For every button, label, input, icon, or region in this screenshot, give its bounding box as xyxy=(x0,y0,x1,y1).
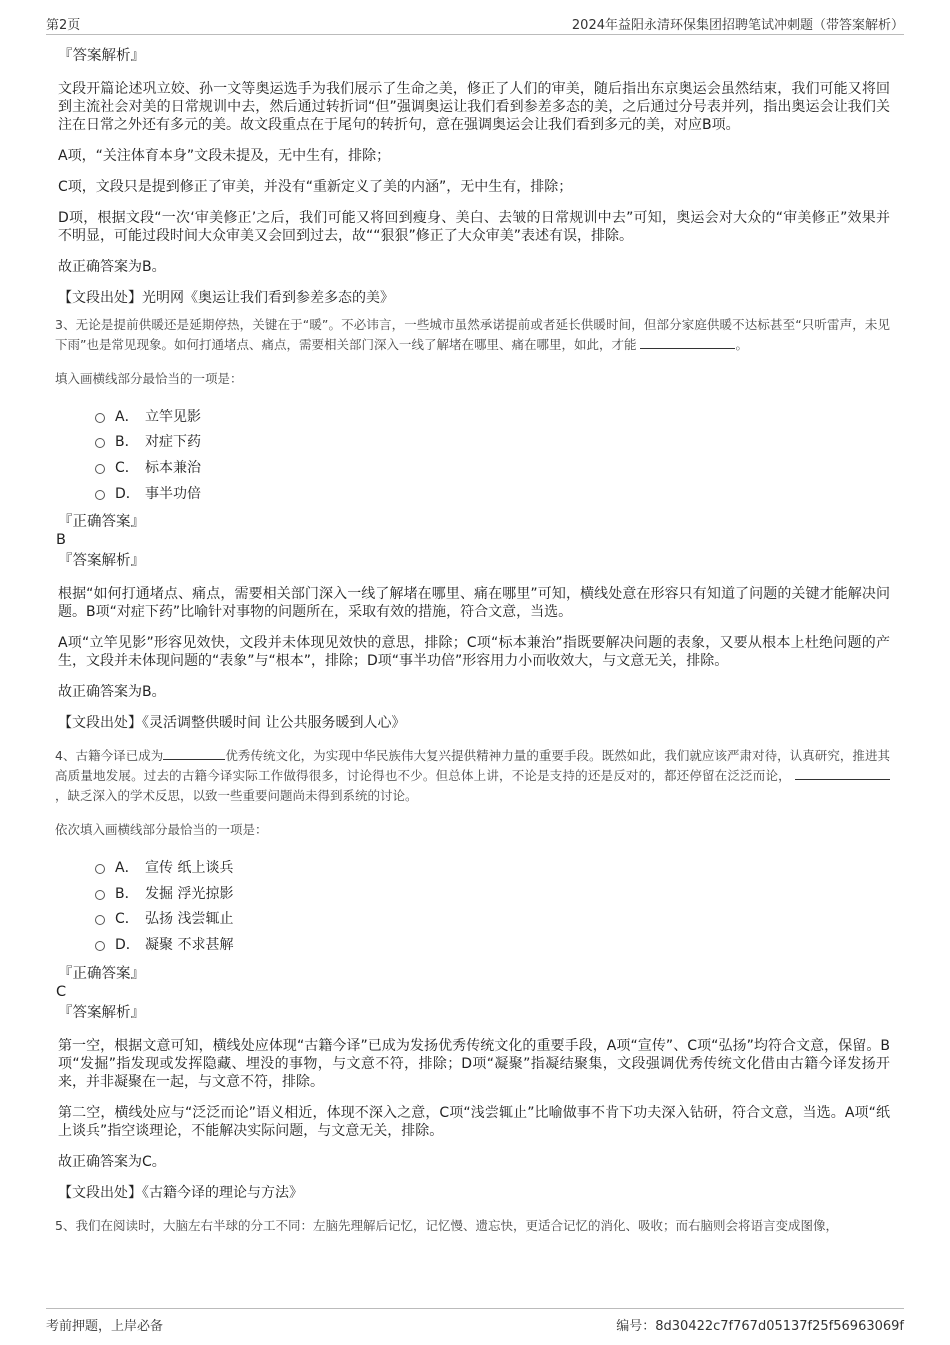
analysis-paragraph: 根据“如何打通堵点、痛点，需要相关部门深入一线了解堵在哪里、痛在哪里”可知，横线处意在形容只有知道了问题的关键才能解决问题。B项“对症下药”比喻针对事物的问题所在，采取有效的措施，符合文意，当选。 xyxy=(58,586,890,621)
correct-answer: C xyxy=(56,983,67,1000)
page-content xyxy=(55,40,890,1246)
option-text: 发掘 浮光掠影 xyxy=(145,885,234,902)
option-letter: A． xyxy=(115,860,139,877)
option-a[interactable] xyxy=(95,403,890,429)
document-title: 2024年益阳永清环保集团招聘笔试冲刺题（带答案解析） xyxy=(571,18,904,33)
document-code xyxy=(616,1315,904,1334)
document-code-value: 8d30422c7f767d05137f25f56963069f xyxy=(655,1319,904,1334)
analysis-paragraph: 文段开篇论述巩立姣、孙一文等奥运选手为我们展示了生命之美，修正了人们的审美，随后指出东京奥运会虽然结束，我们可能又将回到主流社会对美的日常规训中去，然后通过转折词“但”强调奥运让我们看到参差多态的美，之后通过分号表并列，指出奥运会让我们关注在日常之外还有多元的美。故文段重点在于尾句的转折句，意在强调奥运会让我们看到多元的美，对应B项。 xyxy=(58,81,890,133)
analysis-paragraph: 故正确答案为B。 xyxy=(58,684,166,701)
question-prompt: 依次填入画横线部分最恰当的一项是： xyxy=(55,822,268,838)
question-4-section xyxy=(55,746,890,1201)
option-c[interactable] xyxy=(95,906,890,932)
analysis-label: 『答案解析』 xyxy=(58,553,145,570)
option-b[interactable] xyxy=(95,880,890,906)
analysis-paragraph: A项，“关注体育本身”文段未提及，无中生有，排除； xyxy=(58,148,391,164)
question-text-part: 3、无论是提前供暖还是延期停热，关键在于“暖”。不必讳言，一些城市虽然承诺提前或者延长供暖时间，但部分家庭供暖不达标甚至“只听雷声，未见下雨”也是常见现象。如何打通堵点、痛点，需要相关部门深入一线了解堵在哪里、痛在哪里，如此，才能 xyxy=(55,317,890,352)
fill-blank xyxy=(163,746,225,760)
page-number: 第2页 xyxy=(46,18,81,33)
question-2-section xyxy=(55,46,890,307)
analysis-paragraph: A项“立竿见影”形容见效快，文段并未体现见效快的意思，排除；C项“标本兼治”指既要解决问题的表象，又要从根本上杜绝问题的产生，文段并未体现问题的“表象”与“根本”，排除；D项“事半功倍”形容用力小而收效大，与文意无关，排除。 xyxy=(58,635,890,670)
option-d[interactable] xyxy=(95,931,890,957)
radio-icon[interactable] xyxy=(95,464,105,474)
correct-answer: B xyxy=(56,532,66,549)
passage-source: 【文段出处】《灵活调整供暖时间 让公共服务暖到人心》 xyxy=(58,715,406,732)
option-letter: C． xyxy=(115,911,139,928)
analysis-label: 『答案解析』 xyxy=(58,48,145,64)
option-text: 事半功倍 xyxy=(145,485,201,502)
analysis-label: 『答案解析』 xyxy=(58,1004,145,1021)
question-text-part: 优秀传统文化，为实现中华民族伟大复兴提供精神力量的重要手段。既然如此，我们就应该严肃对待，认真研究，推进其高质量地发展。过去的古籍今译实际工作做得很多，讨论得也不少。但总体上讲，不论是支持的还是反对的，都还停留在泛泛而论， xyxy=(55,748,890,784)
correct-answer-label: 『正确答案』 xyxy=(58,965,145,982)
option-text: 宣传 纸上谈兵 xyxy=(145,860,234,877)
option-list xyxy=(95,403,890,505)
option-letter: C． xyxy=(115,459,139,476)
page-header xyxy=(46,12,904,35)
option-text: 立竿见影 xyxy=(145,408,201,425)
radio-icon[interactable] xyxy=(95,490,105,500)
question-prompt: 填入画横线部分最恰当的一项是： xyxy=(55,371,243,386)
option-letter: D． xyxy=(115,936,140,953)
question-text xyxy=(55,315,890,355)
radio-icon[interactable] xyxy=(95,413,105,423)
question-text-part: ，缺乏深入的学术反思，以致一些重要问题尚未得到系统的讨论。 xyxy=(55,788,418,804)
option-letter: B． xyxy=(115,885,139,902)
document-code-label: 编号： xyxy=(616,1319,656,1334)
option-text: 对症下药 xyxy=(145,434,201,451)
option-letter: B． xyxy=(115,434,139,451)
analysis-paragraph: 故正确答案为B。 xyxy=(58,259,166,275)
correct-answer-label: 『正确答案』 xyxy=(58,514,145,531)
analysis-paragraph: C项，文段只是提到修正了审美，并没有“重新定义了美的内涵”，无中生有，排除； xyxy=(58,179,573,195)
analysis-paragraph: 第二空，横线处应与“泛泛而论”语义相近，体现不深入之意，C项“浅尝辄止”比喻做事不肯下功夫深入钻研，符合文意，当选。A项“纸上谈兵”指空谈理论，不能解决实际问题，与文意无关，排除。 xyxy=(58,1104,890,1139)
option-text: 弘扬 浅尝辄止 xyxy=(145,911,234,928)
option-text: 标本兼治 xyxy=(145,459,201,476)
radio-icon[interactable] xyxy=(95,438,105,448)
option-letter: D． xyxy=(115,485,140,502)
question-text-part: 4、古籍今译已成为 xyxy=(55,748,164,764)
passage-source: 【文段出处】《古籍今译的理论与方法》 xyxy=(58,1184,303,1201)
fill-blank xyxy=(795,766,890,780)
option-list xyxy=(95,854,890,956)
radio-icon[interactable] xyxy=(95,941,105,951)
option-letter: A． xyxy=(115,408,139,425)
radio-icon[interactable] xyxy=(95,890,105,900)
radio-icon[interactable] xyxy=(95,915,105,925)
radio-icon[interactable] xyxy=(95,864,105,874)
footer-note: 考前押题，上岸必备 xyxy=(46,1319,164,1334)
question-text-part: 。 xyxy=(735,337,748,352)
question-text: 5、我们在阅读时，大脑左右半球的分工不同：左脑先理解后记忆，记忆慢、遗忘快，更适合记忆的消化、吸收；而右脑则会将语言变成图像， xyxy=(55,1217,838,1233)
analysis-paragraph: 故正确答案为C。 xyxy=(58,1153,166,1170)
option-a[interactable] xyxy=(95,854,890,880)
fill-blank xyxy=(640,335,735,349)
analysis-paragraph: 第一空，根据文意可知，横线处应体现“古籍今译”已成为发扬优秀传统文化的重要手段，A项“宣传”、C项“弘扬”均符合文意，保留。B项“发掘”指发现或发挥隐藏、埋没的事物，与文意不符，排除；D项“凝聚”指凝结聚集，文段强调优秀传统文化借由古籍今译发扬开来，并非凝聚在一起，与文意不符，排除。 xyxy=(58,1037,890,1090)
passage-source: 【文段出处】光明网《奥运让我们看到参差多态的美》 xyxy=(58,290,394,306)
analysis-paragraph: D项，根据文段“一次‘审美修正’之后，我们可能又将回到瘦身、美白、去皱的日常规训中去”可知，奥运会对大众的“审美修正”效果并不明显，可能过段时间大众审美又会回到过去，故““狠狠”修正了大众审美”表述有误，排除。 xyxy=(58,210,890,244)
page-footer xyxy=(46,1308,904,1337)
option-b[interactable] xyxy=(95,429,890,455)
option-d[interactable] xyxy=(95,480,890,506)
option-c[interactable] xyxy=(95,454,890,480)
question-3-section xyxy=(55,315,890,732)
question-text xyxy=(55,746,890,806)
option-text: 凝聚 不求甚解 xyxy=(145,936,234,953)
